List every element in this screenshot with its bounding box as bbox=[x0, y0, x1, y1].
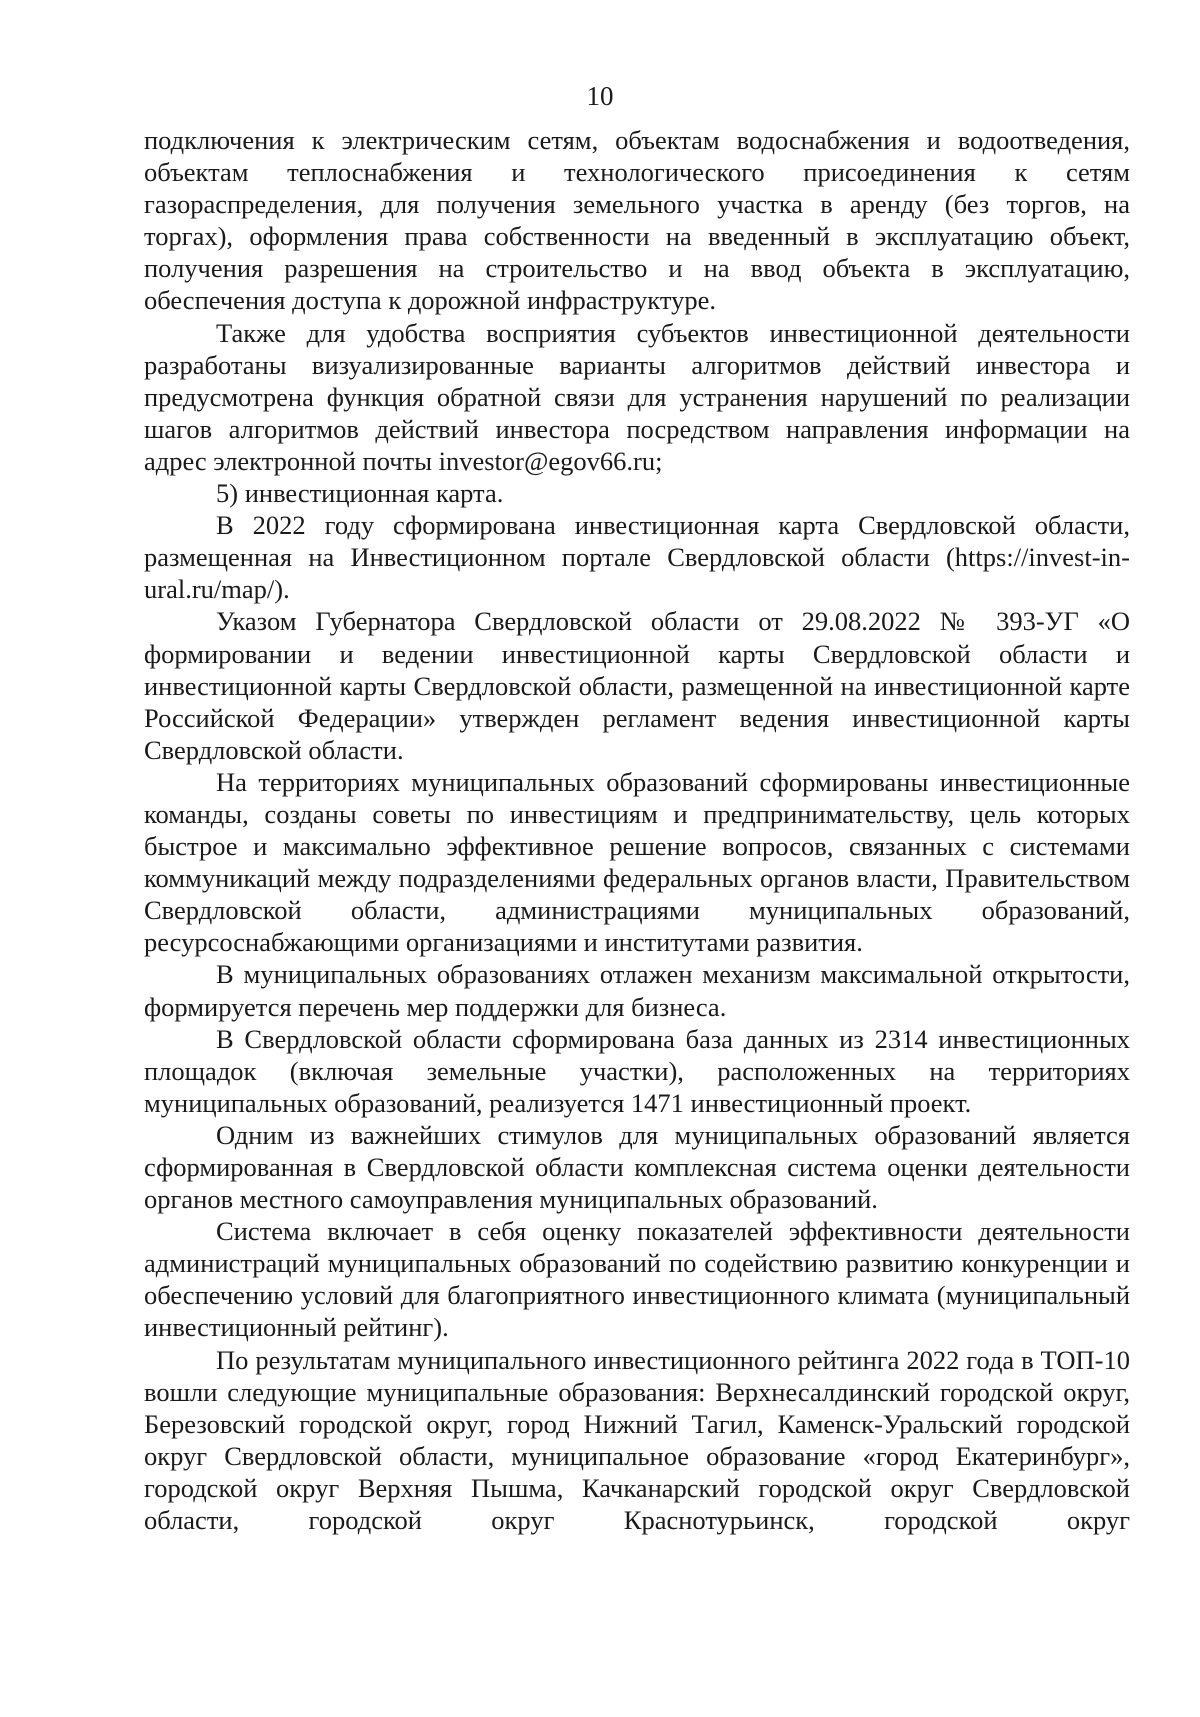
paragraph: В Свердловской области сформирована база данных из 2314 инвестиционных площадок (включая земельные участки), расположенных на территориях муниципальных образований, реализуется 1471 инвестиционный проект. bbox=[144, 1023, 1130, 1118]
paragraph: В 2022 году сформирована инвестиционная карта Свердловской области, размещенная на Инвестиционном портале Свердловской области (https://invest-in-ural.ru/map/). bbox=[144, 510, 1130, 605]
paragraph: Система включает в себя оценку показателей эффективности деятельности администраций муниципальных образований по содействию развитию конкуренции и обеспечению условий для благоприятного инвестиционного климата (муниципальный инвестиционный рейтинг). bbox=[144, 1216, 1130, 1343]
paragraph: На территориях муниципальных образований сформированы инвестиционные команды, созданы советы по инвестициям и предпринимательству, цель которых быстрое и максимально эффективное решение вопросов, связанных с системами коммуникаций между подразделениями федеральных органов власти, Правительством Свердловской области, администрациями муниципальных образований, ресурсоснабжающими организациями и институтами развития. bbox=[144, 766, 1130, 958]
page-number: 10 bbox=[586, 81, 614, 111]
paragraph: Указом Губернатора Свердловской области от 29.08.2022 № 393-УГ «О формировании и ведении инвестиционной карты Свердловской области и инвестиционной карты Свердловской области, размещенной на инвестиционной карте Российской Федерации» утвержден регламент ведения инвестиционной карты Свердловской области. bbox=[144, 606, 1130, 765]
paragraph: Также для удобства восприятия субъектов инвестиционной деятельности разработаны визуализированные варианты алгоритмов действий инвестора и предусмотрена функция обратной связи для устранения нарушений по реализации шагов алгоритмов действий инвестора посредством направления информации на адрес электронной почты investor@egov66.ru; bbox=[144, 317, 1130, 476]
paragraph: 5) инвестиционная карта. bbox=[216, 478, 504, 509]
paragraph: Одним из важнейших стимулов для муниципальных образований является сформированная в Свердловской области комплексная система оценки деятельности органов местного самоуправления муниципальных образований. bbox=[144, 1119, 1130, 1215]
body-text bbox=[144, 124, 1130, 1536]
paragraph: подключения к электрическим сетям, объектам водоснабжения и водоотведения, объектам теплоснабжения и технологического присоединения к сетям газораспределения, для получения земельного участка в аренду (без торгов, на торгах), оформления права собственности на введенный в эксплуатацию объект, получения разрешения на строительство и на ввод объекта в эксплуатацию, обеспечения доступа к дорожной инфраструктуре. bbox=[144, 125, 1130, 316]
paragraph-last: По результатам муниципального инвестиционного рейтинга 2022 года в ТОП-10 вошли следующие муниципальные образования: Верхнесалдинский городской округ, Березовский городской округ, город Нижний Тагил, Каменск-Уральский городской округ Свердловской области, муниципальное образование «город Екатеринбург», городской округ Верхняя Пышма, Качканарский городской округ Свердловской области, городской округ Краснотурьинск, городской округ bbox=[144, 1344, 1130, 1536]
paragraph: В муниципальных образованиях отлажен механизм максимальной открытости, формируется перечень мер поддержки для бизнеса. bbox=[144, 959, 1130, 1022]
